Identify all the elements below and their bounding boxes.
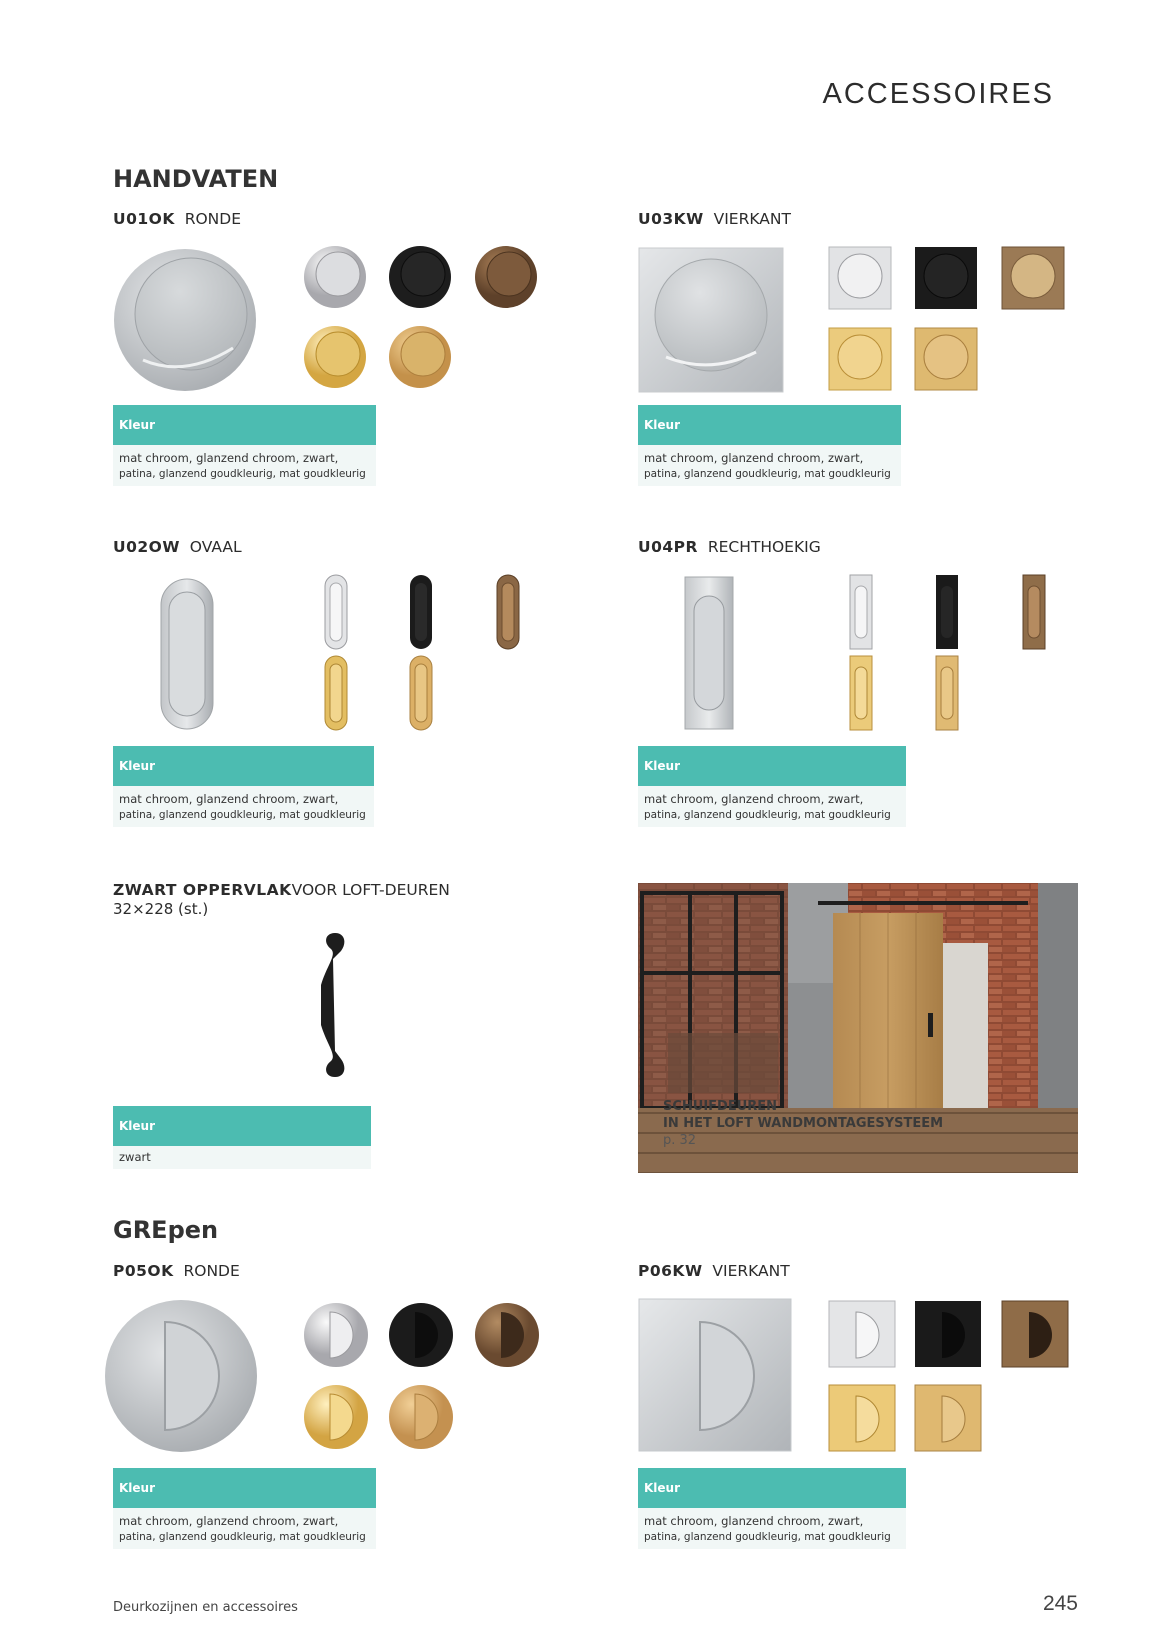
swatch-patina-grip-round: [474, 1302, 540, 1368]
colour-options: [113, 445, 376, 486]
swatch-glossy-chrome-grip-round: [303, 1302, 369, 1368]
product-name: RECHTHOEKIG: [707, 538, 821, 556]
colour-line-1: mat chroom, glanzend chroom, zwart,: [119, 1514, 339, 1528]
swatch-black-grip-square: [914, 1300, 982, 1368]
photo-caption: [663, 1098, 943, 1149]
section-title-handvaten: HANDVATEN: [113, 165, 279, 193]
product-code: U02OW: [113, 538, 180, 556]
swatch-patina-round: [474, 245, 538, 309]
colour-options: [638, 786, 906, 827]
swatch-black-rect: [935, 574, 959, 650]
colour-label: Kleur: [113, 1106, 371, 1146]
swatch-glossy-chrome-oval: [324, 574, 348, 650]
colour-line-2: patina, glanzend goudkleurig, mat goudkleurig: [644, 1531, 891, 1543]
colour-label: Kleur: [113, 746, 374, 786]
colour-panel-p06kw: [638, 1468, 906, 1549]
colour-label: Kleur: [113, 1468, 376, 1508]
product-code: U03KW: [638, 210, 704, 228]
colour-options: [113, 786, 374, 827]
colour-options: [638, 445, 901, 486]
product-title-loft: [113, 881, 450, 899]
swatch-glossy-chrome-square: [828, 246, 892, 310]
handle-round-large-image: [113, 248, 263, 393]
handle-oval-large-image: [160, 578, 214, 730]
colour-label: Kleur: [113, 405, 376, 445]
footer-text: Deurkozijnen en accessoires: [113, 1600, 298, 1615]
swatch-black-grip-round: [388, 1302, 454, 1368]
product-code: ZWART OPPERVLAK: [113, 881, 292, 899]
page-title: ACCESSOIRES: [822, 78, 1054, 110]
swatch-glossy-gold-grip-square: [828, 1384, 896, 1452]
product-name: RONDE: [183, 1262, 240, 1280]
product-name: RONDE: [184, 210, 241, 228]
product-title-u04pr: [638, 538, 821, 556]
caption-line-2: IN HET LOFT WANDMONTAGESYSTEEM: [663, 1116, 944, 1131]
product-name: VOOR LOFT-DEUREN: [291, 881, 450, 899]
swatch-matt-gold-rect: [935, 655, 959, 731]
product-size: 32×228 (st.): [113, 900, 209, 918]
product-name: OVAAL: [189, 538, 242, 556]
colour-line-1: zwart: [119, 1150, 151, 1164]
swatch-patina-rect: [1022, 574, 1046, 650]
colour-options: [113, 1508, 376, 1549]
product-title-u03kw: [638, 210, 791, 228]
colour-label: Kleur: [638, 1468, 906, 1508]
colour-panel-p05ok: [113, 1468, 376, 1549]
product-code: P05OK: [113, 1262, 174, 1280]
swatch-patina-grip-square: [1001, 1300, 1069, 1368]
colour-label: Kleur: [638, 746, 906, 786]
colour-options: [113, 1146, 371, 1169]
product-title-u01ok: [113, 210, 241, 228]
product-code: U01OK: [113, 210, 175, 228]
grip-square-large-image: [638, 1298, 792, 1452]
colour-line-1: mat chroom, glanzend chroom, zwart,: [644, 451, 864, 465]
loft-bar-handle-image: [305, 925, 365, 1085]
swatch-black-oval: [409, 574, 433, 650]
product-name: VIERKANT: [712, 1262, 790, 1280]
swatch-patina-oval: [496, 574, 520, 650]
colour-line-2: patina, glanzend goudkleurig, mat goudkleurig: [119, 468, 366, 480]
swatch-glossy-chrome-round: [303, 245, 367, 309]
swatch-glossy-gold-square: [828, 327, 892, 391]
swatch-patina-square: [1001, 246, 1065, 310]
colour-line-2: patina, glanzend goudkleurig, mat goudkleurig: [644, 809, 891, 821]
handle-square-large-image: [638, 247, 784, 393]
swatch-matt-gold-grip-round: [388, 1384, 454, 1450]
colour-label: Kleur: [638, 405, 901, 445]
colour-panel-u04pr: [638, 746, 906, 827]
swatch-black-square: [914, 246, 978, 310]
colour-line-2: patina, glanzend goudkleurig, mat goudkleurig: [119, 809, 366, 821]
colour-panel-u03kw: [638, 405, 901, 486]
swatch-glossy-chrome-rect: [849, 574, 873, 650]
swatch-glossy-gold-oval: [324, 655, 348, 731]
colour-panel-u02ow: [113, 746, 374, 827]
swatch-glossy-gold-rect: [849, 655, 873, 731]
section-title-grepen: GREpen: [113, 1216, 219, 1244]
colour-panel-u01ok: [113, 405, 376, 486]
swatch-matt-gold-round: [388, 325, 452, 389]
swatch-glossy-gold-round: [303, 325, 367, 389]
caption-line-1: SCHUIFDEUREN: [663, 1099, 778, 1114]
colour-options: [638, 1508, 906, 1549]
colour-line-1: mat chroom, glanzend chroom, zwart,: [119, 451, 339, 465]
colour-panel-loft: [113, 1106, 371, 1169]
swatch-glossy-gold-grip-round: [303, 1384, 369, 1450]
product-code: P06KW: [638, 1262, 703, 1280]
swatch-glossy-chrome-grip-square: [828, 1300, 896, 1368]
grip-round-large-image: [103, 1298, 259, 1454]
product-title-u02ow: [113, 538, 242, 556]
swatch-black-round: [388, 245, 452, 309]
product-name: VIERKANT: [713, 210, 791, 228]
swatch-matt-gold-grip-square: [914, 1384, 982, 1452]
colour-line-1: mat chroom, glanzend chroom, zwart,: [119, 792, 339, 806]
page-number: 245: [1042, 1592, 1078, 1615]
product-code: U04PR: [638, 538, 698, 556]
product-title-p05ok: [113, 1262, 240, 1280]
colour-line-1: mat chroom, glanzend chroom, zwart,: [644, 792, 864, 806]
caption-page-ref: p. 32: [663, 1133, 697, 1148]
colour-line-2: patina, glanzend goudkleurig, mat goudkleurig: [119, 1531, 366, 1543]
swatch-matt-gold-oval: [409, 655, 433, 731]
colour-line-1: mat chroom, glanzend chroom, zwart,: [644, 1514, 864, 1528]
product-title-p06kw: [638, 1262, 790, 1280]
colour-line-2: patina, glanzend goudkleurig, mat goudkleurig: [644, 468, 891, 480]
swatch-matt-gold-square: [914, 327, 978, 391]
handle-rectangular-large-image: [684, 576, 734, 730]
